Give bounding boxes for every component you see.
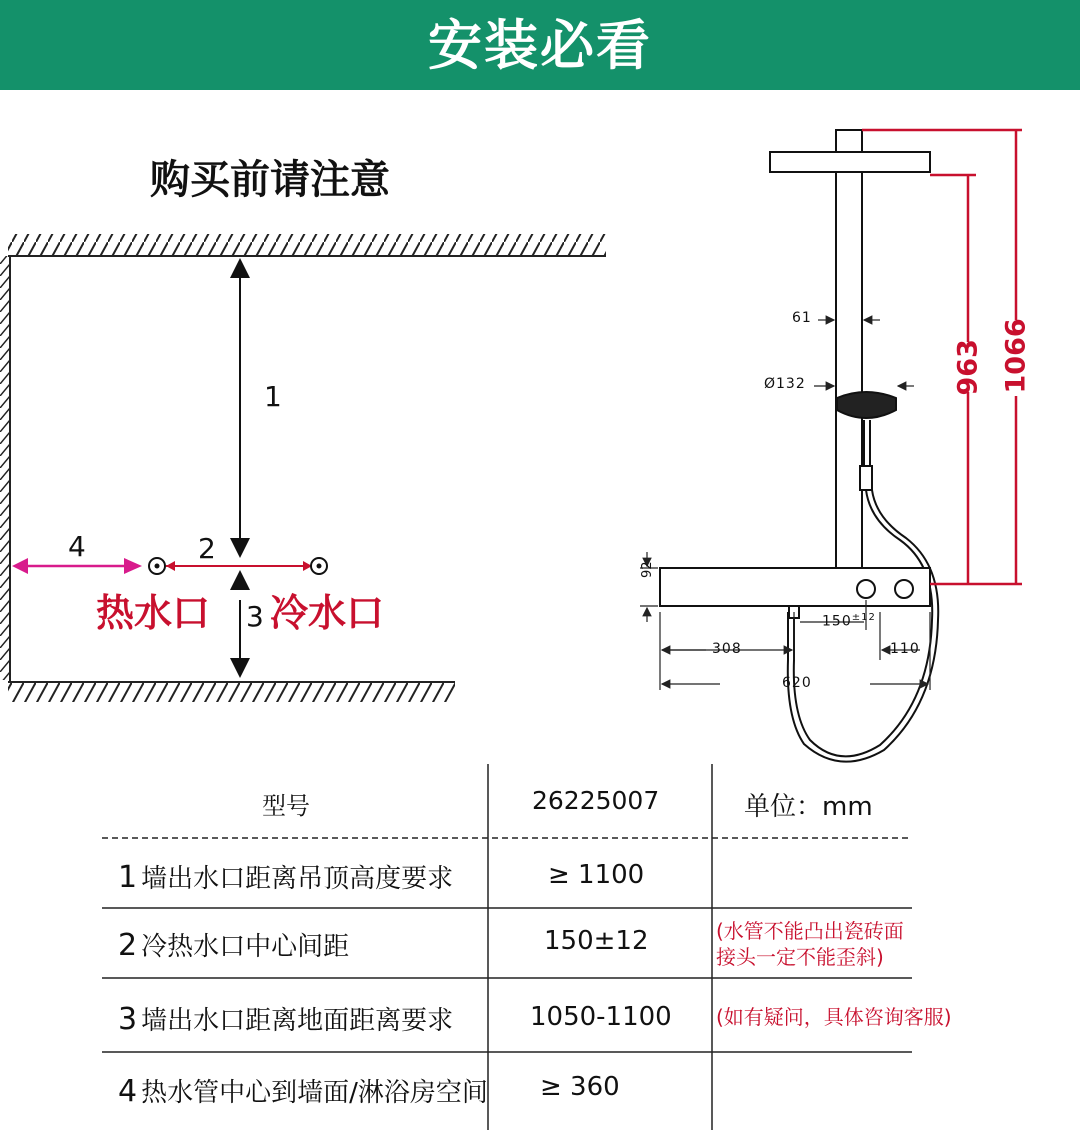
dim-308-label: 308 [712, 641, 742, 657]
dimension-4-label: 4 [68, 530, 86, 563]
table-row-value: ≥ 360 [540, 1072, 620, 1102]
table-row-value: 150±12 [544, 926, 649, 956]
table-header-model-label: 型号 [262, 792, 310, 820]
dimension-3-label: 3 [246, 600, 264, 633]
floor [8, 682, 455, 702]
wall [0, 256, 10, 682]
table-row: 3 墙出水口距离地面距离要求 [118, 1002, 454, 1037]
dimension-2-label: 2 [198, 532, 216, 565]
ceiling [8, 234, 606, 256]
dim-61-label: 61 [792, 310, 812, 326]
table-row-value: 1050-1100 [530, 1002, 672, 1032]
table-row: 1 墙出水口距离吊顶高度要求 [118, 860, 454, 895]
shower-drawing [660, 130, 938, 762]
dim-110-label: 110 [890, 641, 920, 657]
table-row-value: ≥ 1100 [548, 860, 645, 890]
height-dimensions [862, 130, 1022, 584]
cold-outlet-label: 冷水口 [270, 591, 385, 635]
table-row-note: (水管不能凸出瓷砖面 接头一定不能歪斜) [716, 919, 904, 969]
hot-outlet-label: 热水口 [96, 591, 211, 635]
table-row: 4 热水管中心到墙面/淋浴房空间 [118, 1074, 488, 1109]
dim-92-label: 92 [640, 561, 655, 578]
section-subtitle: 购买前请注意 [150, 157, 390, 203]
dim-963-label: 963 [952, 339, 984, 396]
dim-150-label: $150^{\pm 12}$ [822, 612, 876, 630]
dim-132-label: Ø132 [764, 376, 806, 392]
table-row: 2 冷热水口中心间距 [118, 928, 350, 963]
table-header-model-number: 26225007 [532, 786, 660, 815]
dim-620-label: 620 [782, 675, 812, 691]
table-row-note: (如有疑问，具体咨询客服) [716, 1005, 952, 1029]
dim-1066-label: 1066 [1000, 318, 1032, 394]
table-header-unit: 单位：mm [744, 792, 873, 822]
dimension-1-label: 1 [264, 380, 282, 413]
page-title: 安装必看 [428, 14, 652, 77]
